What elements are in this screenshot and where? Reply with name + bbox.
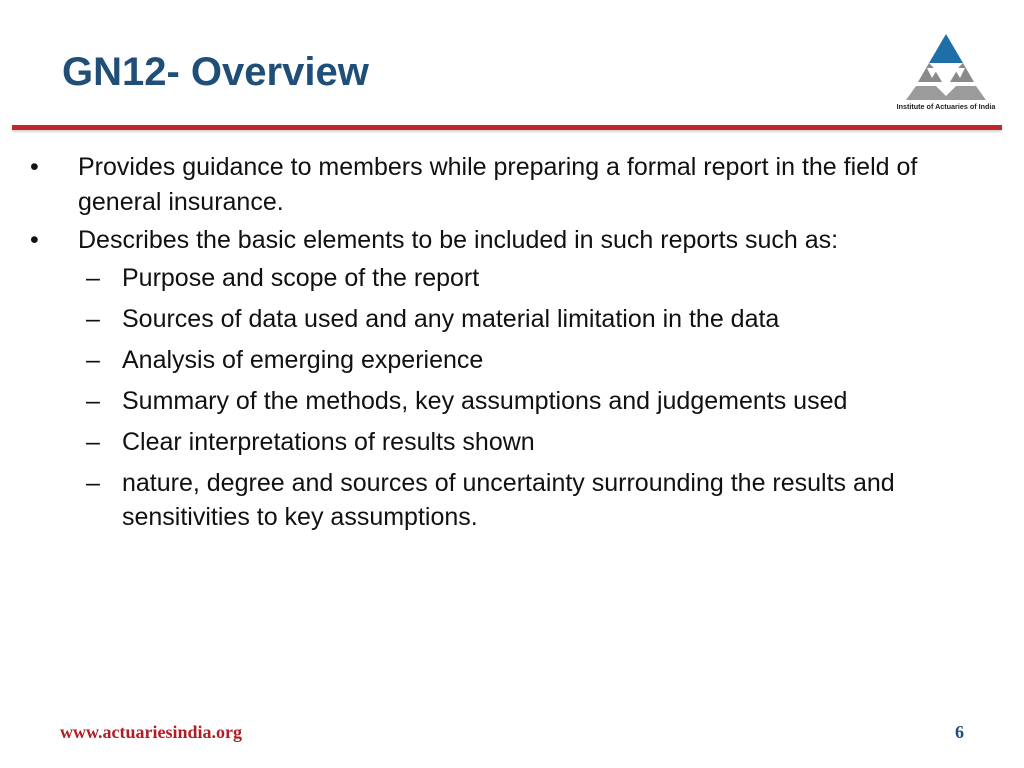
sub-bullet-text: Purpose and scope of the report — [122, 264, 480, 292]
sub-bullet-item — [30, 261, 960, 295]
sub-bullet-item — [30, 343, 960, 377]
bullet-item — [30, 223, 960, 258]
sub-bullet-text: Sources of data used and any material limitation in the data — [122, 305, 780, 333]
title-divider — [12, 125, 1002, 130]
sub-bullet-text: nature, degree and sources of uncertainty surrounding the results and sensitivities to key assumptions. — [122, 469, 895, 531]
sub-bullet-item — [30, 425, 960, 459]
slide-content — [30, 150, 960, 541]
sub-bullet-marker: – — [86, 428, 100, 456]
sub-bullet-item — [30, 466, 960, 534]
bullet-text: Provides guidance to members while preparing a formal report in the field of general insurance. — [78, 153, 918, 216]
sub-bullet-text: Analysis of emerging experience — [122, 346, 484, 374]
sub-bullet-marker: – — [86, 387, 100, 415]
sub-bullet-text: Clear interpretations of results shown — [122, 428, 535, 456]
logo-triangle-icon — [896, 30, 996, 102]
sub-bullet-text: Summary of the methods, key assumptions and judgements used — [122, 387, 848, 415]
sub-bullet-item — [30, 384, 960, 418]
footer-website-link[interactable]: www.actuariesindia.org — [60, 722, 242, 742]
sub-bullet-marker: – — [86, 305, 100, 333]
bullet-marker: • — [30, 153, 39, 181]
sub-bullet-item — [30, 302, 960, 336]
slide-title: GN12- Overview — [62, 50, 369, 94]
logo-caption: Institute of Actuaries of India — [896, 102, 996, 111]
sub-bullet-marker: – — [86, 346, 100, 374]
bullet-text: Describes the basic elements to be included in such reports such as: — [78, 226, 839, 254]
sub-bullet-marker: – — [86, 264, 100, 292]
institute-logo — [896, 30, 996, 116]
sub-bullet-marker: – — [86, 469, 100, 497]
page-number: 6 — [955, 722, 964, 742]
bullet-marker: • — [30, 226, 39, 254]
bullet-item — [30, 150, 960, 220]
